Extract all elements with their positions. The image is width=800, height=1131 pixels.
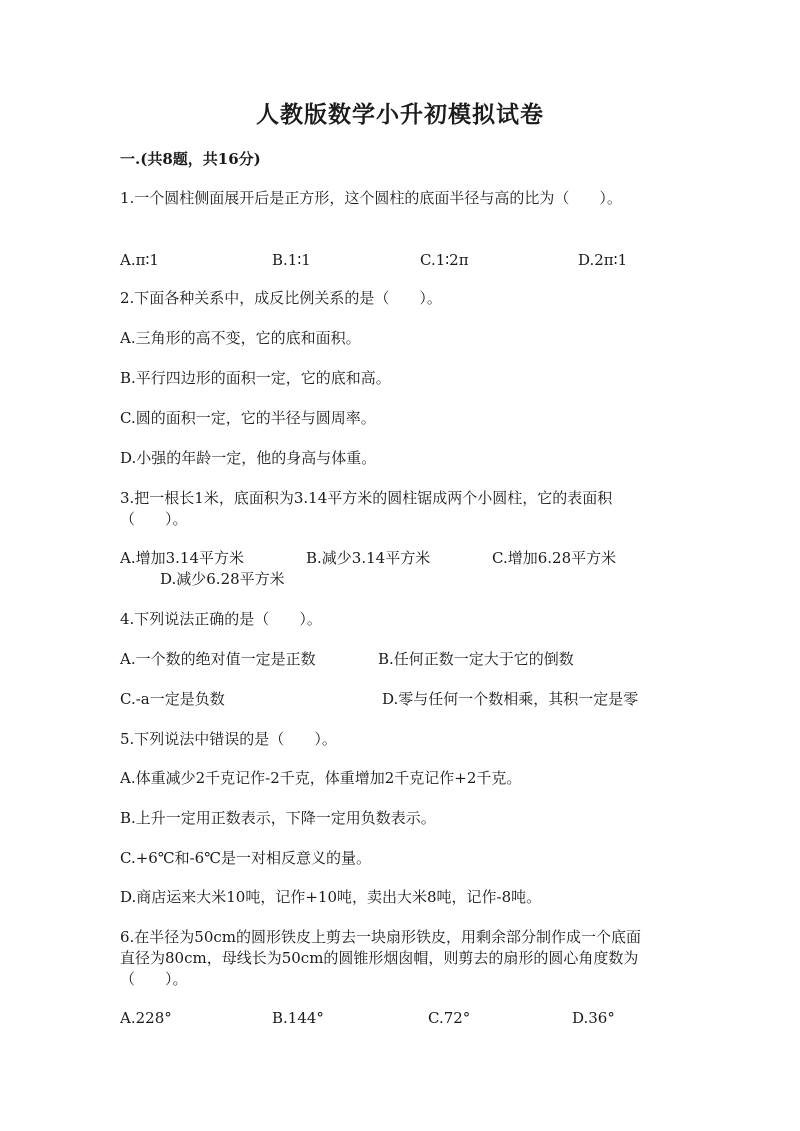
question-3-option-d: D.减少6.28平方米 bbox=[160, 570, 285, 588]
question-4-option-c: C.-a一定是负数 bbox=[120, 690, 225, 708]
question-3-stem-line-1: 3.把一根长1米，底面积为3.14平方米的圆柱锯成两个小圆柱，它的表面积 bbox=[120, 489, 613, 507]
question-5-option-d: D.商店运来大米10吨，记作+10吨，卖出大米8吨，记作-8吨。 bbox=[120, 888, 542, 906]
question-6-stem-line-3: （ ）。 bbox=[120, 970, 188, 988]
question-4-option-b: B.任何正数一定大于它的倒数 bbox=[378, 650, 574, 668]
question-6-option-d: D.36° bbox=[572, 1009, 615, 1027]
question-6-option-b: B.144° bbox=[272, 1009, 324, 1027]
question-2-option-d: D.小强的年龄一定，他的身高与体重。 bbox=[120, 449, 377, 467]
section-header: 一.(共8题，共16分) bbox=[120, 150, 261, 168]
question-5-stem: 5.下列说法中错误的是（ ）。 bbox=[120, 730, 337, 748]
question-4-stem: 4.下列说法正确的是（ ）。 bbox=[120, 610, 322, 628]
question-3-stem-line-2: （ ）。 bbox=[120, 510, 188, 528]
question-5-option-a: A.体重减少2千克记作-2千克，体重增加2千克记作+2千克。 bbox=[120, 769, 522, 787]
question-2-option-b: B.平行四边形的面积一定，它的底和高。 bbox=[120, 369, 391, 387]
question-3-option-a: A.增加3.14平方米 bbox=[120, 549, 244, 567]
question-3-option-c: C.增加6.28平方米 bbox=[492, 549, 617, 567]
question-5-option-b: B.上升一定用正数表示，下降一定用负数表示。 bbox=[120, 809, 436, 827]
question-3-option-b: B.减少3.14平方米 bbox=[306, 549, 431, 567]
question-2-option-c: C.圆的面积一定，它的半径与圆周率。 bbox=[120, 409, 376, 427]
question-6-option-a: A.228° bbox=[120, 1009, 172, 1027]
question-1-stem: 1.一个圆柱侧面展开后是正方形，这个圆柱的底面半径与高的比为（ ）。 bbox=[120, 189, 622, 207]
question-4-option-a: A.一个数的绝对值一定是正数 bbox=[120, 650, 316, 668]
question-6-stem-line-2: 直径为80cm，母线长为50cm的圆锥形烟囱帽，则剪去的扇形的圆心角度数为 bbox=[120, 949, 639, 967]
question-6-option-c: C.72° bbox=[428, 1009, 471, 1027]
question-1-option-b: B.1∶1 bbox=[272, 251, 311, 269]
question-2-stem: 2.下面各种关系中，成反比例关系的是（ ）。 bbox=[120, 289, 442, 307]
question-6-stem-line-1: 6.在半径为50cm的圆形铁皮上剪去一块扇形铁皮，用剩余部分制作成一个底面 bbox=[120, 928, 642, 946]
question-1-option-a: A.π∶1 bbox=[120, 251, 159, 269]
question-1-option-c: C.1∶2π bbox=[420, 251, 469, 269]
question-1-option-d: D.2π∶1 bbox=[578, 251, 628, 269]
question-2-option-a: A.三角形的高不变，它的底和面积。 bbox=[120, 329, 361, 347]
question-4-option-d: D.零与任何一个数相乘，其积一定是零 bbox=[382, 690, 639, 708]
question-5-option-c: C.+6℃和-6℃是一对相反意义的量。 bbox=[120, 849, 371, 867]
exam-title: 人教版数学小升初模拟试卷 bbox=[256, 101, 544, 128]
